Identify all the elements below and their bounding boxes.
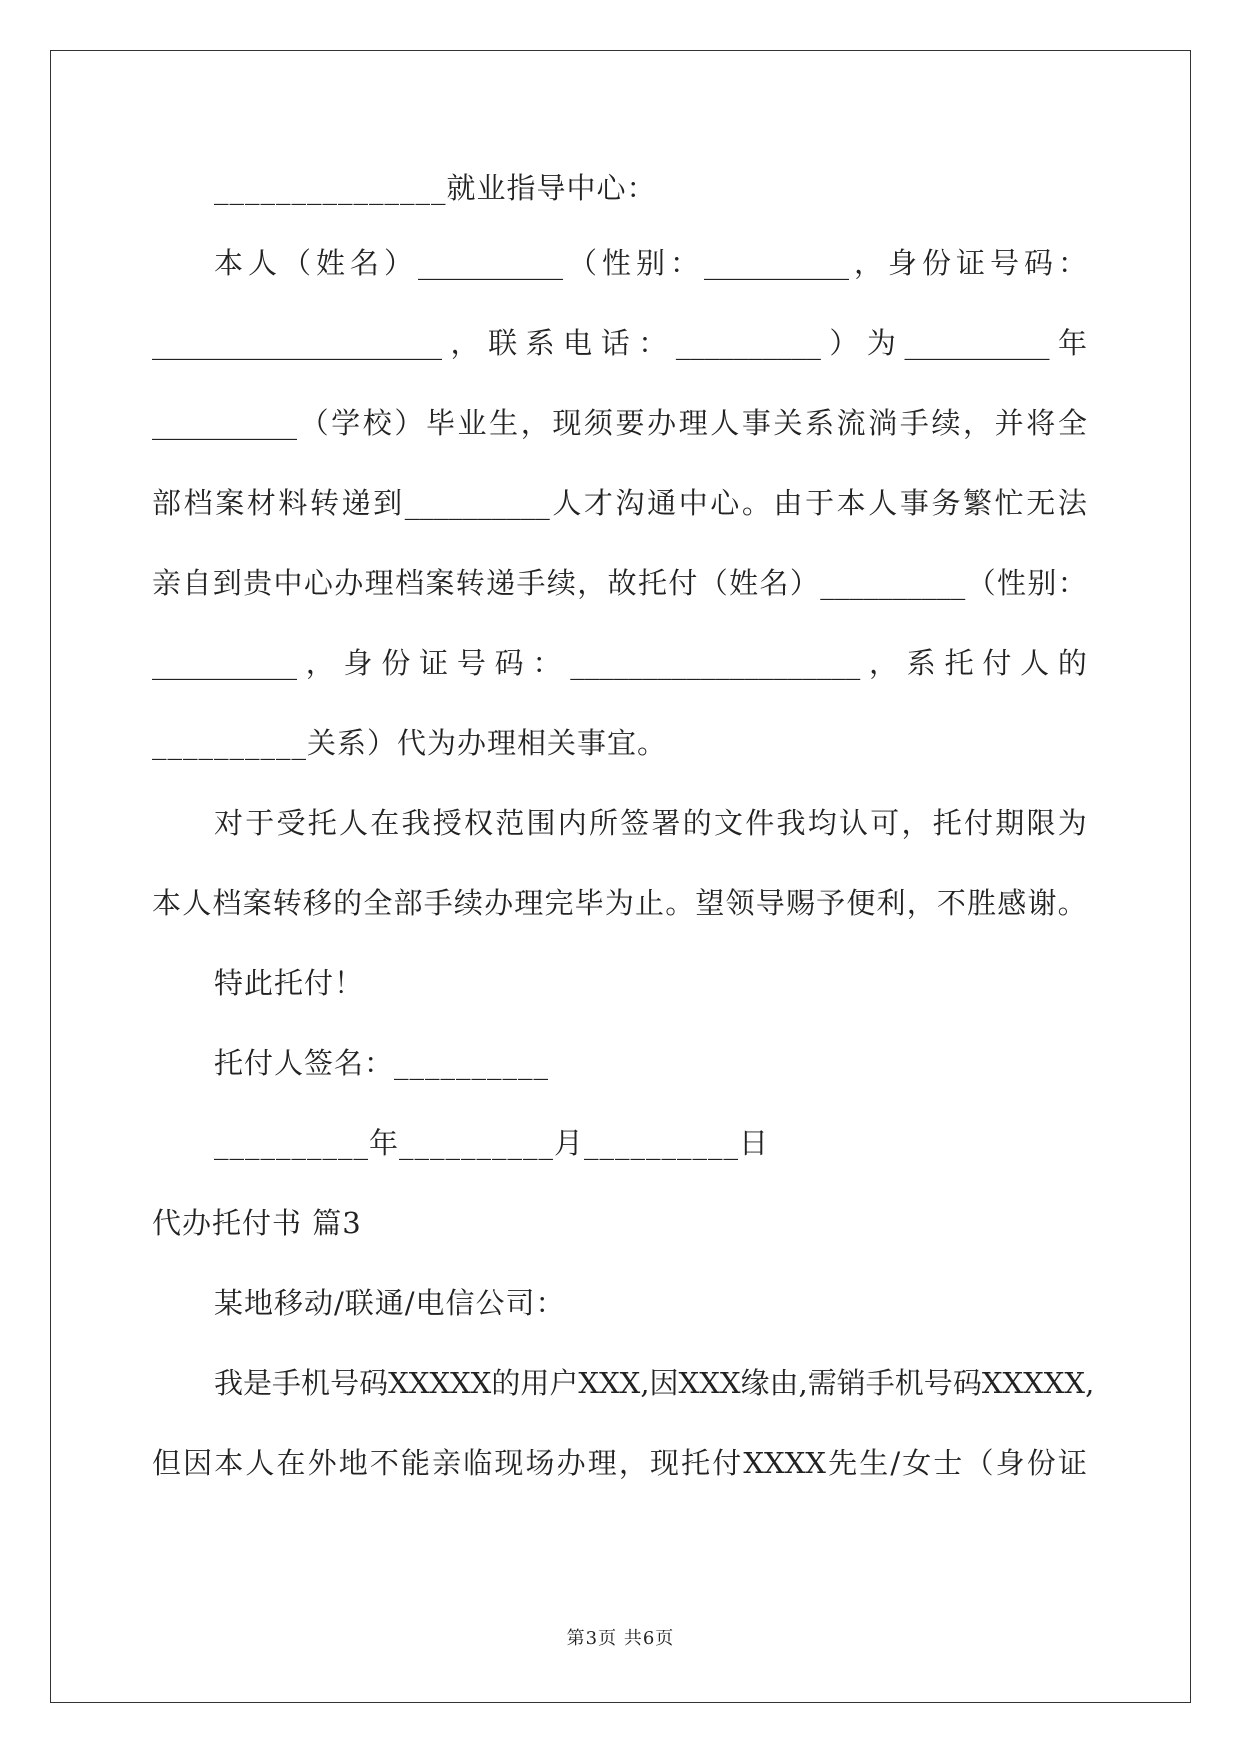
section-heading: 代办托付书 篇3 bbox=[152, 1206, 362, 1240]
date-line: __________年__________月__________日 bbox=[214, 1126, 770, 1160]
paragraph-1-line-6: __________ ， 身 份 证 号 码 ： ____________________ ， 系 托 付 人 的 bbox=[152, 646, 1087, 680]
recipient-line-2: 某地移动/联通/电信公司： bbox=[214, 1286, 566, 1320]
closing-line: 特此托付！ bbox=[214, 966, 365, 1000]
paragraph-1-line-7: __________关系）代为办理相关事宜。 bbox=[152, 726, 668, 760]
recipient-line: _______________就业指导中心： bbox=[214, 171, 657, 205]
paragraph-1-line-4: 部 档 案 材 料 转 递 到 __________ 人 才 沟 通 中 心 。 由 于 本 人 事 务 繁 忙 无 法 bbox=[152, 486, 1087, 520]
paragraph-3-line-2: 但 因 本 人 在 外 地 不 能 亲 临 现 场 办 理 ， 现 托 付 XXXX 先 生 / 女 士 （ 身 份 证 bbox=[152, 1446, 1087, 1480]
paragraph-1-line-2: ____________________ ， 联 系 电 话 ： __________ ） 为 __________ 年 bbox=[152, 326, 1087, 360]
paragraph-1-line-5: 亲 自 到 贵 中 心 办 理 档 案 转 递 手 续 ， 故 托 付 （ 姓 名 ） __________ （ 性 别 ： bbox=[152, 566, 1087, 600]
paragraph-2-line-2: 本 人 档 案 转 移 的 全 部 手 续 办 理 完 毕 为 止 。 望 领 导 赐 予 便 利 ， 不 胜 感 谢 。 bbox=[152, 886, 1087, 920]
signature-line: 托付人签名：__________ bbox=[214, 1046, 550, 1080]
page-footer: 第3页 共6页 bbox=[566, 1628, 675, 1649]
paragraph-2-line-1: 对 于 受 托 人 在 我 授 权 范 围 内 所 签 署 的 文 件 我 均 认 可 ， 托 付 期 限 为 bbox=[214, 806, 1087, 840]
paragraph-1-line-3: __________ （ 学 校 ） 毕 业 生 ， 现 须 要 办 理 人 事 关 系 流 淌 手 续 ， 并 将 全 bbox=[152, 406, 1087, 440]
paragraph-1-line-1: 本 人 （ 姓 名 ） __________ （ 性 别 ： __________ ， 身 份 证 号 码 ： bbox=[214, 246, 1087, 280]
paragraph-3-line-1: 我 是 手 机 号 码 XXXXX 的 用 户 XXX , 因 XXX 缘 由 , 需 销 手 机 号 码 XXXXX , bbox=[214, 1366, 1095, 1400]
